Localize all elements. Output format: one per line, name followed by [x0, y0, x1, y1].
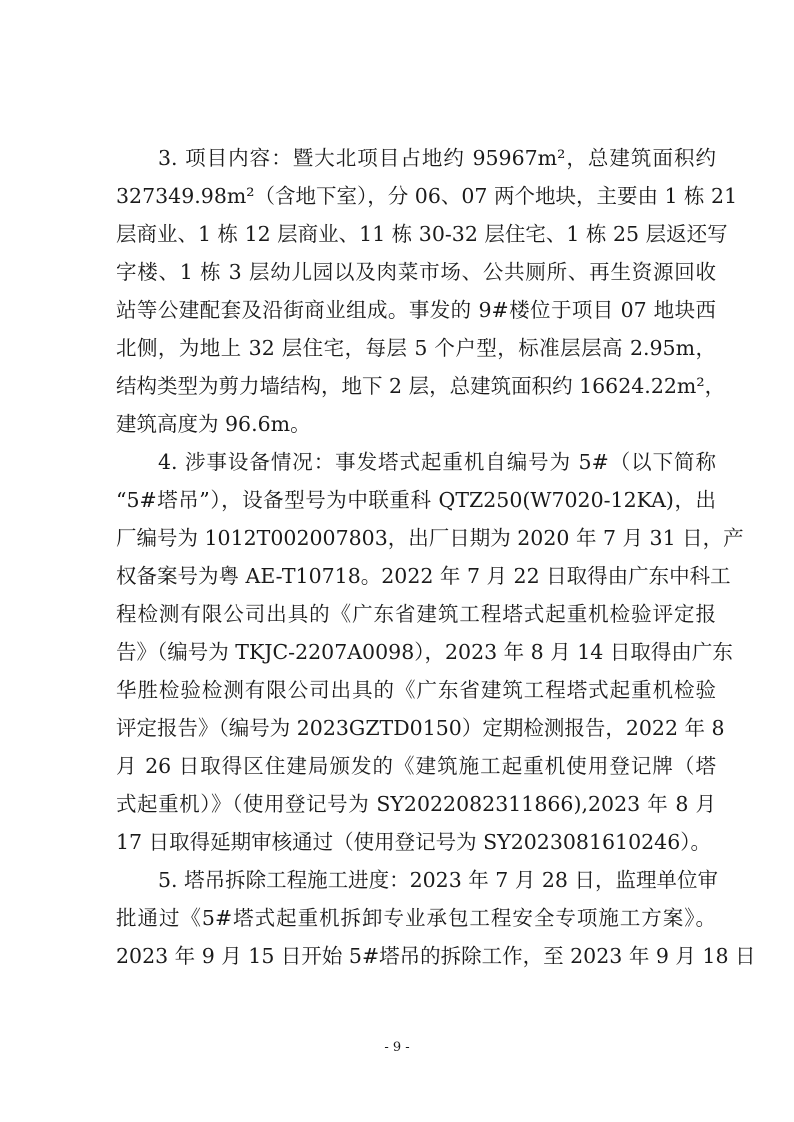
text-line: 层商业、1 栋 12 层商业、11 栋 30-32 层住宅、1 栋 25 层返还写	[116, 222, 728, 246]
text-line: 月 26 日取得区住建局颁发的《建筑施工起重机使用登记牌（塔	[116, 754, 716, 778]
paragraph-project-content	[116, 139, 738, 443]
text-line: 评定报告》（编号为 2023GZTD0150）定期检测报告，2022 年 8	[116, 716, 725, 740]
document-body	[116, 139, 756, 975]
text-line: 告》（编号为 TKJC-2207A0098），2023 年 8 月 14 日取得由广东	[116, 640, 733, 664]
text-line: 17 日取得延期审核通过（使用登记号为 SY2023081610246）。	[116, 830, 711, 854]
text-line: 2023 年 9 月 15 日开始 5#塔吊的拆除工作，至 2023 年 9 月 18 日	[116, 944, 756, 968]
text-line: 北侧，为地上 32 层住宅，每层 5 个户型，标准层层高 2.95m，	[116, 336, 716, 360]
text-line: 结构类型为剪力墙结构，地下 2 层，总建筑面积约 16624.22m²，	[116, 374, 726, 398]
text-line: 程检测有限公司出具的《广东省建筑工程塔式起重机检验评定报	[116, 602, 716, 626]
text-line: 华胜检验检测有限公司出具的《广东省建筑工程塔式起重机检验	[116, 678, 716, 702]
text-line: 327349.98m²（含地下室），分 06、07 两个地块，主要由 1 栋 21	[116, 184, 738, 208]
text-line: 站等公建配套及沿街商业组成。事发的 9#楼位于项目 07 地块西	[116, 298, 716, 322]
text-line: 3. 项目内容：暨大北项目占地约 95967m²，总建筑面积约	[158, 146, 716, 170]
text-line: 批通过《5#塔式起重机拆卸专业承包工程安全专项施工方案》。	[116, 906, 716, 930]
text-line: 5. 塔吊拆除工程施工进度：2023 年 7 月 28 日，监理单位审	[158, 868, 718, 892]
text-line: “5#塔吊”），设备型号为中联重科 QTZ250(W7020-12KA)，出	[116, 488, 716, 512]
text-line: 建筑高度为 96.6m。	[116, 412, 311, 436]
text-line: 厂编号为 1012T002007803，出厂日期为 2020 年 7 月 31 日，产	[116, 526, 744, 550]
paragraph-equipment	[116, 443, 744, 861]
page-number: - 9 -	[384, 1040, 410, 1055]
text-line: 字楼、1 栋 3 层幼儿园以及肉菜市场、公共厕所、再生资源回收	[116, 260, 716, 284]
text-line: 权备案号为粤 AE-T10718。2022 年 7 月 22 日取得由广东中科工	[116, 564, 731, 588]
paragraph-demolition-progress	[116, 861, 756, 975]
text-line: 式起重机）》（使用登记号为 SY2022082311866),2023 年 8 月	[116, 792, 716, 816]
text-line: 4. 涉事设备情况：事发塔式起重机自编号为 5#（以下简称	[158, 450, 716, 474]
